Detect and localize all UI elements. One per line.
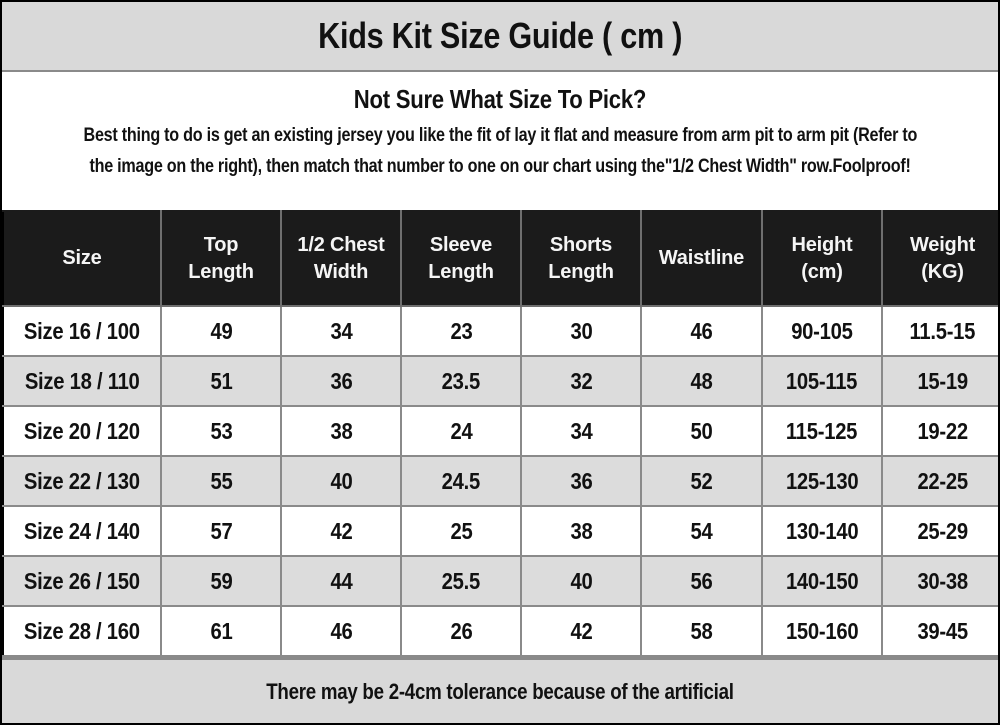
table-row (3, 456, 1000, 506)
header-row (3, 211, 1000, 306)
cell-value: 15-19 (882, 356, 1000, 406)
footer-note: There may be 2-4cm tolerance because of the artificial (266, 678, 734, 704)
cell-value: 55 (161, 456, 281, 506)
header-cell-chest-width: 1/2 Chest Width (281, 211, 401, 306)
cell-value: 140-150 (762, 556, 882, 606)
cell-value: 25.5 (401, 556, 521, 606)
intro-heading: Not Sure What Size To Pick? (353, 84, 647, 114)
table-body (3, 306, 1000, 656)
cell-value: 24 (401, 406, 521, 456)
title-bar (2, 2, 998, 72)
cell-value: 30 (521, 306, 641, 356)
cell-value: 58 (641, 606, 762, 656)
cell-value: 59 (161, 556, 281, 606)
intro-body-text-1: Best thing to do is get an existing jersey you like the fit of lay it flat and measure from arm pit to arm pit (Refer to (83, 125, 917, 146)
cell-value: 115-125 (762, 406, 882, 456)
cell-value: 42 (281, 506, 401, 556)
cell-value: 40 (281, 456, 401, 506)
cell-size-label: Size 16 / 100 (3, 306, 161, 356)
cell-value: 36 (281, 356, 401, 406)
table-row (3, 606, 1000, 656)
cell-value: 40 (521, 556, 641, 606)
size-table (2, 210, 1000, 657)
cell-value: 50 (641, 406, 762, 456)
header-cell-weight: Weight (KG) (882, 211, 1000, 306)
cell-value: 25-29 (882, 506, 1000, 556)
cell-value: 32 (521, 356, 641, 406)
cell-value: 46 (641, 306, 762, 356)
cell-size-label: Size 22 / 130 (3, 456, 161, 506)
cell-value: 51 (161, 356, 281, 406)
table-row (3, 556, 1000, 606)
cell-value: 53 (161, 406, 281, 456)
cell-value: 44 (281, 556, 401, 606)
cell-value: 38 (521, 506, 641, 556)
intro-body-line-2 (2, 152, 998, 183)
intro-body-line-1 (2, 121, 998, 152)
cell-value: 125-130 (762, 456, 882, 506)
cell-value: 54 (641, 506, 762, 556)
intro-section (2, 72, 998, 210)
table-row (3, 306, 1000, 356)
cell-value: 34 (281, 306, 401, 356)
cell-size-label: Size 28 / 160 (3, 606, 161, 656)
header-cell-size: Size (3, 211, 161, 306)
cell-value: 26 (401, 606, 521, 656)
cell-value: 48 (641, 356, 762, 406)
cell-value: 49 (161, 306, 281, 356)
cell-value: 38 (281, 406, 401, 456)
cell-value: 52 (641, 456, 762, 506)
cell-value: 30-38 (882, 556, 1000, 606)
page-title: Kids Kit Size Guide ( cm ) (317, 15, 683, 56)
table-row (3, 406, 1000, 456)
cell-value: 23 (401, 306, 521, 356)
cell-size-label: Size 24 / 140 (3, 506, 161, 556)
cell-value: 61 (161, 606, 281, 656)
header-cell-top-length: Top Length (161, 211, 281, 306)
cell-size-label: Size 18 / 110 (3, 356, 161, 406)
cell-value: 24.5 (401, 456, 521, 506)
intro-heading-row (2, 84, 998, 115)
cell-value: 34 (521, 406, 641, 456)
cell-value: 11.5-15 (882, 306, 1000, 356)
cell-value: 39-45 (882, 606, 1000, 656)
cell-value: 25 (401, 506, 521, 556)
cell-value: 57 (161, 506, 281, 556)
header-cell-height: Height (cm) (762, 211, 882, 306)
intro-body-text-2: the image on the right), then match that number to one on our chart using the"1/2 Chest Width" row.Foolproof! (89, 156, 911, 177)
cell-value: 56 (641, 556, 762, 606)
cell-value: 150-160 (762, 606, 882, 656)
cell-value: 105-115 (762, 356, 882, 406)
table-row (3, 506, 1000, 556)
cell-value: 90-105 (762, 306, 882, 356)
cell-value: 22-25 (882, 456, 1000, 506)
cell-value: 130-140 (762, 506, 882, 556)
cell-value: 36 (521, 456, 641, 506)
cell-value: 46 (281, 606, 401, 656)
cell-value: 19-22 (882, 406, 1000, 456)
header-cell-shorts-length: Shorts Length (521, 211, 641, 306)
header-cell-sleeve-length: Sleeve Length (401, 211, 521, 306)
header-cell-waistline: Waistline (641, 211, 762, 306)
footer-bar (2, 657, 998, 723)
cell-size-label: Size 26 / 150 (3, 556, 161, 606)
cell-value: 42 (521, 606, 641, 656)
cell-value: 23.5 (401, 356, 521, 406)
cell-size-label: Size 20 / 120 (3, 406, 161, 456)
table-row (3, 356, 1000, 406)
